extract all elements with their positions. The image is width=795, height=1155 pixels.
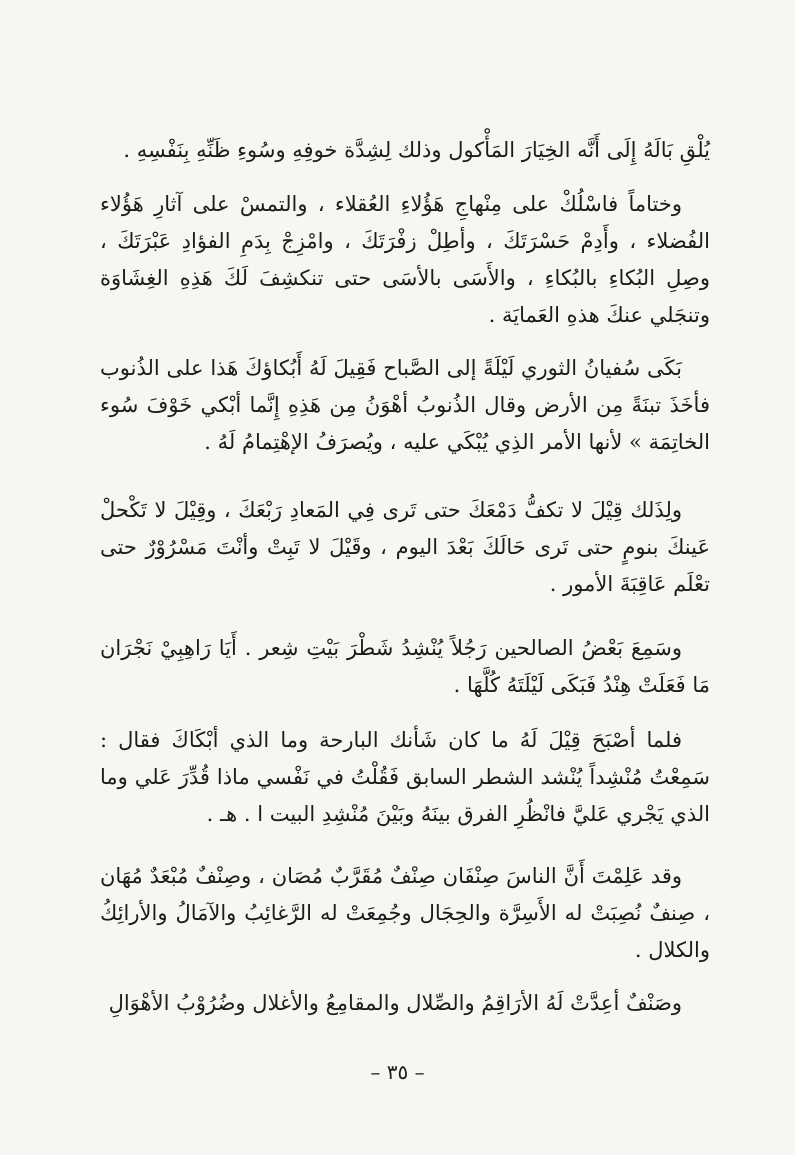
paragraph-4: ولِذَلك قِيْلَ لا تكفُّ دَمْعَكَ حتى تَرى فِي المَعادِ رَبْعَكَ ، وقِيْلَ لا تَكْحلْ عَينكَ بنومٍ حتى تَرى حَالَكَ بَعْدَ اليوم ، وقَيْلَ لا تَبِتْ وأنْتَ مَسْرُوْرٌ حتى تعْلَم عَاقِبَةَ الأمور .	[100, 498, 710, 596]
paragraph-6: فلما أصْبَحَ قِيْلَ لَهُ ما كان شَأنك البارحة وما الذي أبْكَاكَ فقال : سَمِعْتُ مُنْشِداً يُنْشد الشطر السابق فَقُلْتُ في نَفْسي ماذا قُدِّرَ عَلي وما الذي يَجْري عَليَّ فانْظُرِ الفرق بينَهُ وبَيْنَ مُنْشِدِ البيت ا . هـ .	[100, 728, 710, 826]
paragraph-3: بَكَى سُفيانُ الثوري لَيْلَةً إلى الصَّباح فَقِيلَ لَهُ أَبُكاؤكَ هَذا على الذُنوب فأخَذَ تبنَةً مِن الأرض وقال الذُنوبُ أهْوَنُ مِن هَذِهِ إِنَّما أبْكي خَوْفَ سُوء الخاتِمَة » لأنها الأمر الذِي يُبْكَي عليه ، ويُصرَفُ الإهْتِمامُ لَهُ .	[100, 356, 710, 454]
paragraph-1: يُلْقِ بَالَهُ إِلَى أَنَّه الخِيَارَ المَأْكول وذلك لِشِدَّة خوفِهِ وسُوءِ ظَنِّهِ بِنَفْسِهِ .	[123, 138, 710, 162]
paragraph-7: وقد عَلِمْتَ أَنَّ الناسَ صِنْفَان صِنْفٌ مُقَرَّبٌ مُصَان ، وصِنْفٌ مُبْعَدٌ مُهَان ، صِنفٌ نُصِبَتْ له الأَسِرَّة والحِجَال وجُمِعَتْ له الرَّغائِبُ والآمَالُ والأرائِكُ والكلال .	[100, 864, 710, 962]
paragraph-2: وختاماً فاسْلُكْ على مِنْهاجِ هَؤُلاءِ العُقلاء ، والتمسْ على آثارِ هَؤُلاء الفُضلاء ، وأَدِمْ حَسْرَتَكَ ، وأطِلْ زفْرَتَكَ ، وامْزِجْ بِدَمِ الفؤادِ عَبْرَتَكَ ، وصِلِ البُكاءِ بالبُكاءِ ، والأَسَى بالأسَى حتى تنكشِفَ لَكَ هَذِهِ الغِشَاوَة وتنجَلي عنكَ هذهِ العَمايَة .	[100, 192, 710, 327]
page-number: – ٣٥ –	[370, 1060, 425, 1084]
paragraph-5: وسَمِعَ بَعْضُ الصالحين رَجُلاً يُنْشِدُ شَطْرَ بَيْتِ شِعر . أَيَا رَاهِبِيْ نَجْرَان مَا فَعَلَتْ هِنْدُ فَبَكَى لَيْلَتَهُ كُلَّهَا .	[100, 636, 710, 697]
paragraph-8: وصَنْفٌ أعِدَّتْ لَهُ الأرَاقِمُ والصِّلال والمقامِعُ والأغلال وضُرُوْبُ الأهْوَالِ	[108, 991, 682, 1015]
